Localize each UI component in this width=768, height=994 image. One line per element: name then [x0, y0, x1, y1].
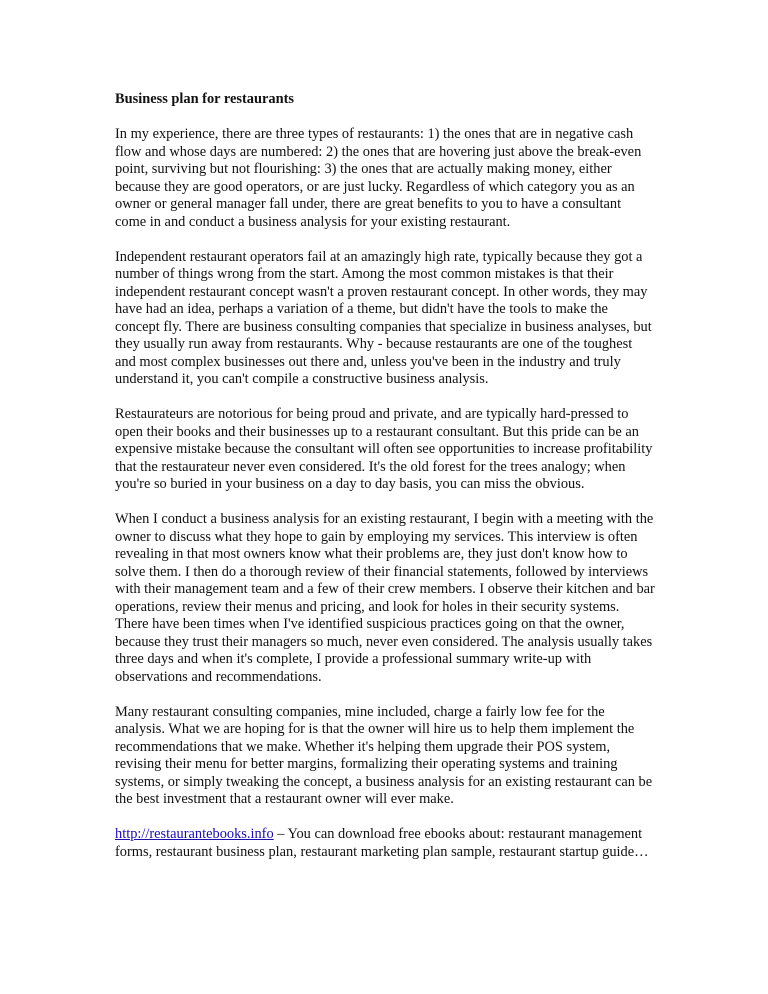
- paragraph-consulting-fees: Many restaurant consulting companies, mine included, charge a fairly low fee for the analysis. What we are hoping for is that the owner will hire us to help them implement the recommendations that we make. Whether it's helping them upgrade their POS system, revising their menu for better margins, formalizing their operating systems and training systems, or simply tweaking the concept, a business analysis for an existing restaurant can be the best investment that a restaurant owner will ever make.: [115, 703, 653, 807]
- footer-paragraph: [115, 826, 655, 861]
- paragraph-independent-operators: Independent restaurant operators fail at an amazingly high rate, typically because they got a number of things wrong from the start. Among the most common mistakes is that their independent restaurant concept wasn't a proven restaurant concept. In other words, they may have had an idea, perhaps a variation of a theme, but didn't have the tools to make the concept fly. There are business consulting companies that specialize in business analyses, but they usually run away from restaurants. Why - because restaurants are one of the toughest and most complex businesses out there and, unless you've been in the industry and truly understand it, you can't compile a constructive business analysis.: [115, 248, 652, 387]
- paragraph-business-analysis-process: When I conduct a business analysis for an existing restaurant, I begin with a meeting with the owner to discuss what they hope to gain by employing my services. This interview is often revealing in that most owners know what their problems are, they just don't know how to solve them. I then do a thorough review of their financial statements, followed by interviews with their management team and a few of their crew members. I observe their kitchen and bar operations, review their menus and pricing, and look for holes in their security systems. There have been times when I've identified suspicious practices going on that the owner, because they trust their managers so much, never even considered. The analysis usually takes three days and when it's complete, I provide a professional summary write-up with observations and recommendations.: [115, 511, 655, 685]
- ebooks-link[interactable]: http://restaurantebooks.info: [115, 826, 274, 842]
- paragraph-types-of-restaurants: In my experience, there are three types of restaurants: 1) the ones that are in negative cash flow and whose days are numbered: 2) the ones that are hovering just above the break-even point, surviving but not flourishing: 3) the ones that are actually making money, either because they are good operators, or are just lucky. Regardless of which category you as an owner or general manager fall under, there are great benefits to you to have a consultant come in and conduct a business analysis for your existing restaurant.: [115, 126, 642, 230]
- document-title: Business plan for restaurants: [115, 91, 294, 107]
- paragraph-restaurateurs-pride: Restaurateurs are notorious for being proud and private, and are typically hard-pressed to open their books and their businesses up to a restaurant consultant. But this pride can be an expensive mistake because the consultant will often see opportunities to increase profitability that the restaurateur never even considered. It's the old forest for the trees analogy; when you're so buried in your business on a day to day basis, you can miss the obvious.: [115, 406, 653, 492]
- document-body: [115, 91, 655, 879]
- footer-text: – You can download free ebooks about: restaurant management forms, restaurant business plan, restaurant marketing plan sample, restaurant startup guide…: [115, 826, 649, 860]
